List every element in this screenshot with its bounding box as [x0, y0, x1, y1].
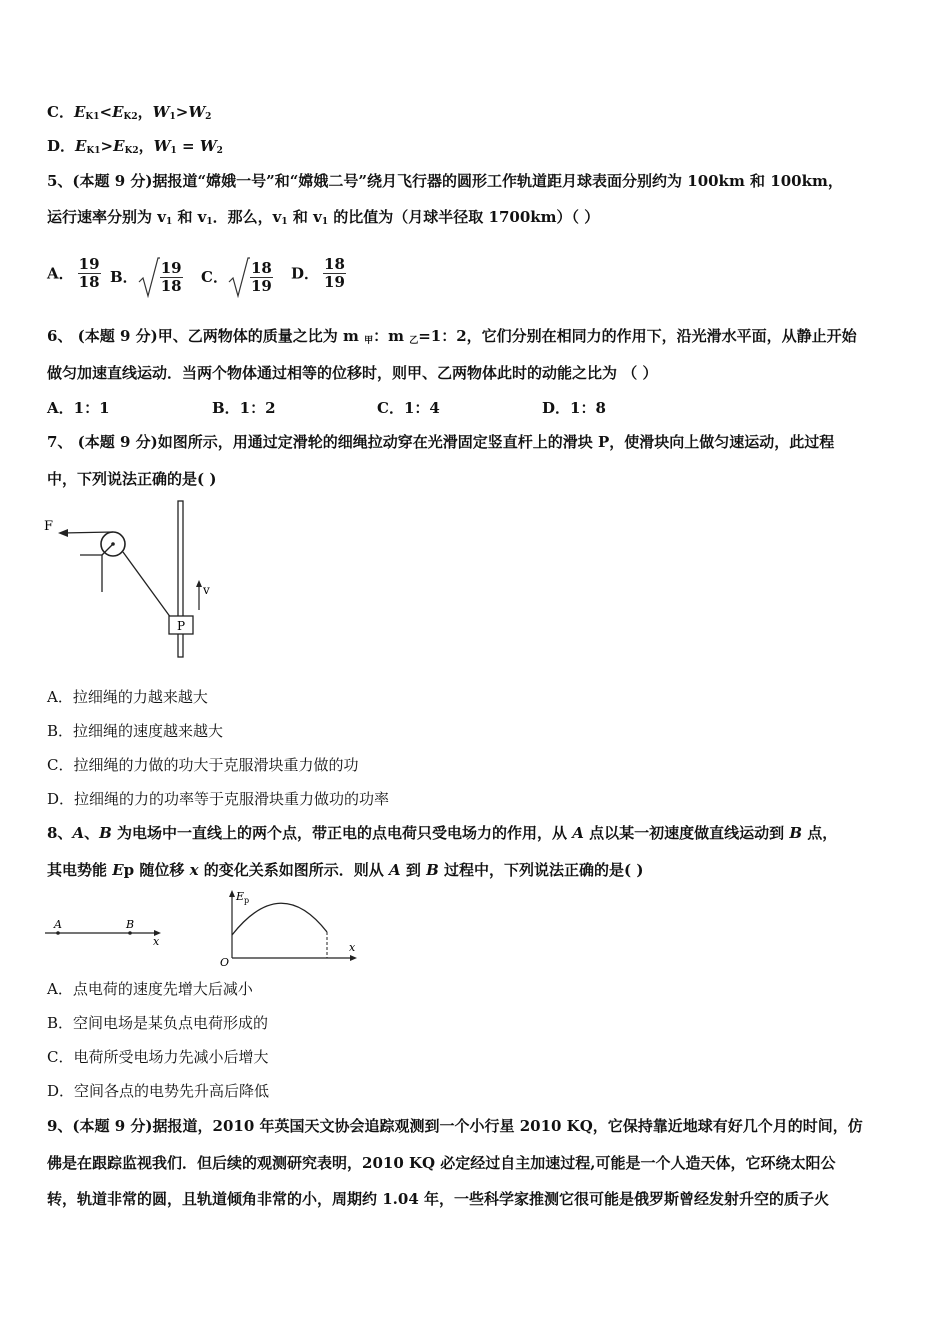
q6-option-b: B．1：2 [212, 399, 276, 417]
y-axis-sub: p [244, 896, 250, 905]
rope-diagonal [123, 552, 171, 618]
q8-ep-graph [215, 885, 365, 967]
point-a [56, 931, 60, 935]
q8-option-a: A．点电荷的速度先增大后减小 [47, 980, 253, 998]
q7-stem-line1: 7、 (本题 9 分)如图所示，用通过定滑轮的细绳拉动穿在光滑固定竖直杆上的滑块 P，使滑块向上做匀速运动，此过程 [47, 433, 835, 451]
q4-option-d: D．$E_{K1}>E_{K2}$，$W_1 = W_2$ [47, 137, 223, 156]
q5-option-c: C． $\frac{18}{19}$ [201, 256, 277, 298]
block-label: P [177, 619, 186, 633]
q6-stem-line2: 做匀加速直线运动．当两个物体通过相等的位移时，则甲、乙两物体此时的动能之比为 （ ） [47, 364, 658, 382]
force-label: F [44, 519, 54, 534]
q6-stem-line1: 6、 (本题 9 分)甲、乙两物体的质量之比为 m $_甲$：m $_乙$=1：2，它们分别在相同力的作用下，沿光滑水平面，从静止开始 [47, 327, 857, 346]
q8-option-d: D．空间各点的电势先升高后降低 [47, 1082, 270, 1100]
q8-stem-line2: 其电势能 Ep 随位移 x 的变化关系如图所示．则从 A 到 B 过程中，下列说法正确的是( ) [47, 861, 644, 879]
q7-option-c: C．拉细绳的力做的功大于克服滑块重力做的功 [47, 756, 359, 774]
q7-option-d: D．拉细绳的力的功率等于克服滑块重力做功的功率 [47, 790, 390, 808]
y-axis-label: E [236, 890, 245, 903]
q6-option-a: A．1：1 [47, 399, 110, 417]
q9-stem-line2: 佛是在跟踪监视我们．但后续的观测研究表明，2010 KQ 必定经过自主加速过程,可能是一个人造天体，它环绕太阳公 [47, 1154, 836, 1172]
q6-option-d: D．1：8 [542, 399, 606, 417]
q9-stem-line1: 9、(本题 9 分)据报道，2010 年英国天文协会追踪观测到一个小行星 2010 KQ，它保持靠近地球有好几个月的时间，仿 [47, 1117, 863, 1135]
q4-option-c: C．$E_{K1}<E_{K2}$，$W_1>W_2$ [47, 103, 212, 122]
point-b [128, 931, 132, 935]
x-label: x [153, 935, 160, 948]
q7-option-b: B．拉细绳的速度越来越大 [47, 722, 224, 740]
q5-option-b: B． $\frac{19}{18}$ [110, 256, 187, 298]
origin-label: O [220, 956, 230, 967]
q6-option-c: C．1：4 [377, 399, 440, 417]
q8-option-c: C．电荷所受电场力先减小后增大 [47, 1048, 269, 1066]
sqrt-icon [138, 256, 160, 298]
q7-stem-line2: 中，下列说法正确的是( ) [47, 470, 217, 488]
q8-line-figure [40, 912, 170, 952]
q5-stem-line2: 运行速率分别为 $v_1$ 和 $v_1$．那么，$v_1$ 和 $v_1$ 的比值为（月球半径取 1700km）（ ） [47, 208, 600, 227]
q5-option-d: D． $\frac{18}{19}$ [291, 255, 345, 291]
q7-option-a: A．拉细绳的力越来越大 [47, 688, 208, 706]
x-axis-label: x [349, 941, 356, 954]
q7-pulley-figure [40, 498, 230, 663]
sqrt-icon [228, 256, 250, 298]
point-b-label: B [126, 918, 135, 931]
point-a-label: A [54, 918, 62, 931]
q8-option-b: B．空间电场是某负点电荷形成的 [47, 1014, 269, 1032]
force-arrow-icon [58, 529, 68, 537]
ep-curve [232, 903, 327, 935]
q8-stem-line1: 8、A、B 为电场中一直线上的两个点，带正电的点电荷只受电场力的作用，从 A 点以某一初速度做直线运动到 B 点， [47, 824, 838, 842]
velocity-label: v [203, 583, 210, 597]
rope-horizontal [62, 532, 113, 533]
q9-stem-line3: 转，轨道非常的圆，且轨道倾角非常的小，周期约 1.04 年，一些科学家推测它很可能是俄罗斯曾经发射升空的质子火 [47, 1190, 829, 1208]
q5-stem-line1: 5、(本题 9 分)据报道“嫦娥一号”和“嫦娥二号”绕月飞行器的圆形工作轨道距月球表面分别约为 100km 和 100km， [47, 172, 843, 190]
q5-option-a: A． $\frac{19}{18}$ [47, 255, 100, 291]
